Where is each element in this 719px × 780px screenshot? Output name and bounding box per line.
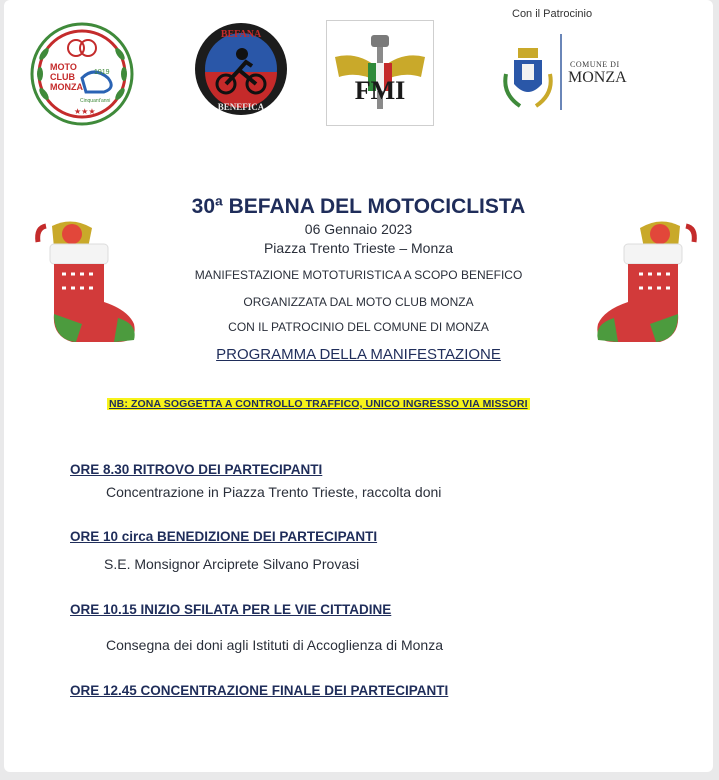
svg-text:CLUB: CLUB <box>50 72 75 82</box>
svg-text:★★★: ★★★ <box>74 107 96 116</box>
schedule-time: ORE 8.30 RITROVO DEI PARTECIPANTI <box>70 462 323 477</box>
fmi-emblem-icon <box>327 21 433 125</box>
befana-benefica-logo <box>194 22 288 116</box>
fmi-logo <box>326 20 434 126</box>
moto-club-monza-logo <box>30 22 134 126</box>
traffic-notice: NB: ZONA SOGGETTA A CONTROLLO TRAFFICO, UNICO INGRESSO VIA MISSORI <box>109 398 528 410</box>
patrocinio-label: Con il Patrocinio <box>512 8 593 20</box>
event-organizer: ORGANIZZATA DAL MOTO CLUB MONZA <box>243 295 474 309</box>
svg-text:BENEFICA: BENEFICA <box>217 102 265 112</box>
svg-text:MOTO: MOTO <box>50 62 77 72</box>
svg-text:FMI: FMI <box>354 76 406 105</box>
schedule-time: ORE 12.45 CONCENTRAZIONE FINALE DEI PARTECIPANTI <box>70 683 449 698</box>
svg-text:BEFANA: BEFANA <box>220 29 262 40</box>
program-heading: PROGRAMMA DELLA MANIFESTAZIONE <box>216 346 501 363</box>
schedule-time: ORE 10 circa BENEDIZIONE DEI PARTECIPANTI <box>70 529 378 544</box>
event-date: 06 Gennaio 2023 <box>304 221 413 237</box>
schedule-detail: Consegna dei doni agli Istituti di Accoglienza di Monza <box>106 637 443 653</box>
schedule-detail: Concentrazione in Piazza Trento Trieste, raccolta doni <box>106 484 442 500</box>
comune-divider <box>560 34 562 110</box>
svg-text:1919: 1919 <box>94 69 110 76</box>
comune-name: MONZA <box>568 69 627 86</box>
svg-text:Cinquant'anni: Cinquant'anni <box>80 98 111 104</box>
monza-crest-icon <box>500 44 556 112</box>
event-patronage: CON IL PATROCINIO DEL COMUNE DI MONZA <box>228 320 489 334</box>
svg-text:MONZA: MONZA <box>50 82 83 92</box>
schedule-time: ORE 10.15 INIZIO SFILATA PER LE VIE CITTADINE <box>70 602 392 617</box>
flyer-page <box>4 0 713 772</box>
event-description: MANIFESTAZIONE MOTOTURISTICA A SCOPO BENEFICO <box>194 268 523 282</box>
event-place: Piazza Trento Trieste – Monza <box>263 240 454 256</box>
event-title: 30ª BEFANA DEL MOTOCICLISTA <box>191 195 526 218</box>
schedule-detail: S.E. Monsignor Arciprete Silvano Provasi <box>104 556 360 572</box>
comune-di-label: COMUNE DI <box>570 60 620 69</box>
